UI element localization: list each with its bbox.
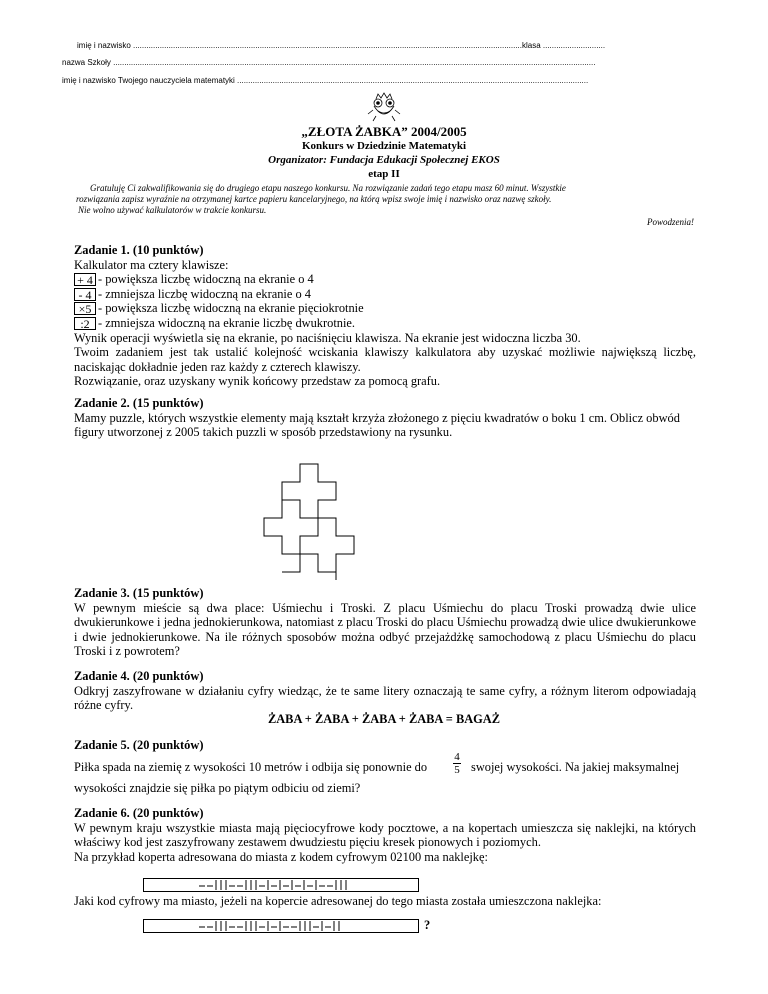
key-row	[74, 272, 696, 287]
barcode-strip-1	[143, 878, 419, 892]
puzzle-cross-4	[282, 554, 336, 580]
task-1-text-2: Twoim zadaniem jest tak ustalić kolejność wciskania klawiszy kalkulatora aby uzyskać możliwie największą liczbę, naciskając dokładnie jeden raz każdy z czterech klawiszy.	[74, 345, 696, 374]
task-2-text: Mamy puzzle, których wszystkie elementy mają kształt krzyża złożonego z pięciu kwadratów o boku 1 cm. Oblicz obwód figury utworzonej z 2005 takich puzzli w sposób przedstawiony na rysunku.	[74, 410, 680, 440]
task-1-heading: Zadanie 1. (10 punktów)	[74, 243, 204, 257]
organizer-line: Organizator: Fundacja Edukacji Społecznej EKOS	[268, 154, 500, 166]
stage-label: etap II	[368, 168, 400, 180]
task-2-heading: Zadanie 2. (15 punktów)	[74, 396, 204, 410]
puzzle-figure	[263, 460, 355, 580]
barcode-2-graphic	[144, 920, 418, 932]
task-2	[74, 396, 696, 440]
key-row	[74, 301, 696, 316]
fraction-numerator: 4	[454, 751, 460, 763]
task-4-text: Odkryj zaszyfrowane w działaniu cyfry wiedząc, że te same litery oznaczają te same cyfry, a różnym literom odpowiadają różne cyfry.	[74, 683, 696, 713]
key-description: - zmniejsza liczbę widoczną na ekranie o 4	[98, 286, 311, 301]
task-6	[74, 806, 696, 864]
intro-line-3: Nie wolno używać kalkulatorów w trakcie konkursu.	[78, 205, 267, 215]
contest-title: „ZŁOTA ŻABKA” 2004/2005	[301, 124, 467, 139]
barcode-1-graphic	[144, 879, 418, 891]
key-plus-4: + 4	[74, 273, 96, 286]
student-name-line: imię i nazwisko ...............................................................................................................................................................................klasa ............................	[77, 41, 606, 50]
task-5-text-after: swojej wysokości. Na jakiej maksymalnej	[471, 760, 680, 774]
puzzle-cross-1	[282, 464, 336, 518]
key-times-5: ×5	[74, 302, 96, 315]
barcode-strip-2	[143, 919, 419, 933]
key-row	[74, 316, 696, 331]
puzzle-cross-2	[264, 500, 318, 554]
task-5-heading-wrap	[74, 738, 696, 753]
task-3-heading: Zadanie 3. (15 punktów)	[74, 586, 204, 600]
task-6-question: Jaki kod cyfrowy ma miasto, jeżeli na kopercie adresowanej do tego miasta została umieszczona naklejka:	[74, 894, 602, 908]
puzzle-cross-3	[300, 518, 354, 572]
school-name-line: nazwa Szkoły .........................................................................................................................................................................................................................	[62, 58, 596, 67]
contest-subtitle: Konkurs w Dziedzinie Matematyki	[301, 140, 467, 152]
task-3-text: W pewnym mieście są dwa place: Uśmiechu i Troski. Z placu Uśmiechu do placu Troski prowadzą dwie ulice dwukierunkowe i jedna jednokierunkowa, natomiast z placu Troski do placu Uśmiechu prowadzą dwie ulice dwukierunkowe i dwie jednokierunkowe. Na ile różnych sposobów można odbyć przejażdżkę samochodową z placu Uśmiechu do placu Troski i z powrotem?	[74, 600, 696, 659]
question-mark: ?	[424, 918, 431, 932]
fraction	[451, 751, 463, 776]
task-6-text: W pewnym kraju wszystkie miasta mają pięciocyfrowe kody pocztowe, a na kopertach umieszcza się naklejki, na których właściwy kod jest zaszyfrowany zestawem dwudziestu pięciu kresek pionowych i poziomych.	[74, 820, 696, 850]
intro-line-1: Gratuluję Ci zakwalifikowania się do drugiego etapu naszego konkursu. Na rozwiązanie zadań tego etapu masz 60 minut. Wszystkie	[90, 183, 566, 193]
task-1	[74, 243, 696, 389]
key-minus-4: - 4	[74, 288, 96, 301]
task-1-text-1: Wynik operacji wyświetla się na ekranie, po naciśnięciu klawisza. Na ekranie jest widoczna liczba 30.	[74, 330, 581, 345]
task-1-intro: Kalkulator ma cztery klawisze:	[74, 257, 229, 272]
task-6-example: Na przykład koperta adresowana do miasta z kodem cyfrowym 02100 ma naklejkę:	[74, 849, 488, 864]
task-4-equation: ŻABA + ŻABA + ŻABA + ŻABA = BAGAŻ	[267, 712, 501, 726]
good-luck-text: Powodzenia!	[647, 217, 694, 227]
task-3	[74, 586, 696, 659]
task-4	[74, 669, 696, 713]
task-5-text-before: Piłka spada na ziemię z wysokości 10 metrów i odbija się ponownie do	[74, 760, 428, 774]
fraction-denominator: 5	[454, 764, 460, 776]
key-row	[74, 287, 696, 302]
key-description: - zmniejsza widoczną na ekranie liczbę dwukrotnie.	[98, 315, 355, 330]
teacher-name-line: imię i nazwisko Twojego nauczyciela matematyki ..............................................................................................................................................................	[62, 76, 589, 85]
task-5-heading: Zadanie 5. (20 punktów)	[74, 738, 204, 752]
frog-logo-icon	[367, 92, 401, 122]
task-4-heading: Zadanie 4. (20 punktów)	[74, 669, 204, 683]
key-divide-2: :2	[74, 317, 96, 330]
key-description: - powiększa liczbę widoczną na ekranie o 4	[98, 272, 314, 287]
key-description: - powiększa liczbę widoczną na ekranie pięciokrotnie	[98, 301, 364, 316]
task-5-text-line-2: wysokości znajdzie się piłka po piątym odbiciu od ziemi?	[74, 781, 361, 795]
intro-line-2: rozwiązania zapisz wyraźnie na otrzymanej kartce papieru kancelaryjnego, na którą wpisz swoje imię i nazwisko oraz nazwę szkoły.	[76, 194, 552, 204]
task-1-text-3: Rozwiązanie, oraz uzyskany wynik końcowy przedstaw za pomocą grafu.	[74, 374, 441, 389]
task-6-heading: Zadanie 6. (20 punktów)	[74, 806, 204, 820]
